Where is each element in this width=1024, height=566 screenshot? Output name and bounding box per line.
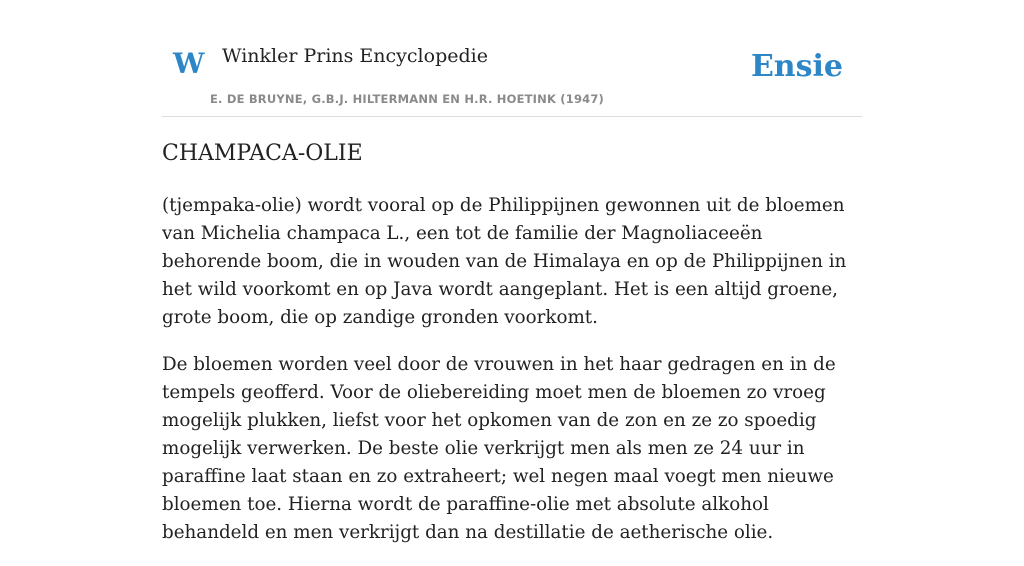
winkler-prins-logo[interactable]: W xyxy=(173,47,205,80)
header xyxy=(162,0,862,117)
article-title: CHAMPACA-OLIE xyxy=(162,141,363,166)
ensie-logo[interactable]: Ensie xyxy=(750,49,843,84)
encyclopedia-authors: E. DE BRUYNE, G.B.J. HILTERMANN EN H.R. HOETINK (1947) xyxy=(210,92,605,106)
encyclopedia-title[interactable]: Winkler Prins Encyclopedie xyxy=(222,45,488,67)
article-paragraph: (tjempaka-olie) wordt vooral op de Philippijnen gewonnen uit de bloemen van Michelia champaca L., een tot de familie der Magnoliaceeën behorende boom, die in wouden van de Himalaya en op de Philippijnen in het wild voorkomt en op Java wordt aangeplant. Het is een altijd groene, grote boom, die op zandige gronden voorkomt. xyxy=(162,195,847,328)
article-body xyxy=(162,192,862,566)
article-paragraph: De bloemen worden veel door de vrouwen in het haar gedragen en in de tempels geofferd. Voor de oliebereiding moet men de bloemen zo vroeg mogelijk plukken, liefst voor het opkomen van de zon en ze zo spoedig mogelijk verwerken. De beste olie verkrijgt men als men ze 24 uur in paraffine laat staan en zo extraheert; wel negen maal voegt men nieuwe bloemen toe. Hierna wordt de paraffine-olie met absolute alkohol behandeld en men verkrijgt dan na destillatie de aetherische olie. xyxy=(162,354,836,543)
